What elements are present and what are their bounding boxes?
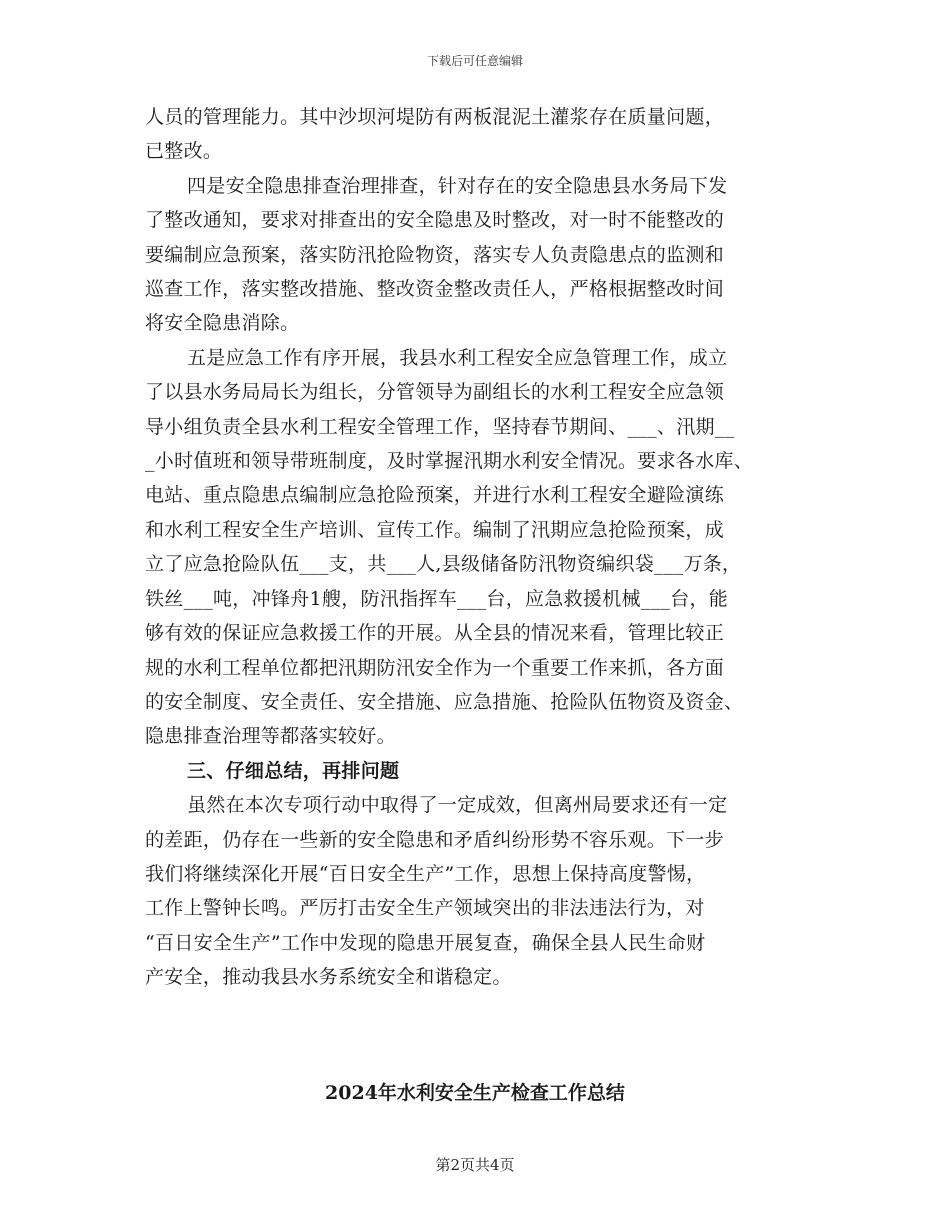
body-line: 电站、重点隐患点编制应急抢险预案，并进行水利工程安全避险演练 xyxy=(145,484,725,507)
body-line: “百日安全生产”工作中发现的隐患开展复查，确保全县人民生命财 xyxy=(145,931,706,954)
body-line: 了整改通知，要求对排查出的安全隐患及时整改，对一时不能整改的 xyxy=(145,209,725,232)
document-body xyxy=(145,100,817,995)
body-line: 已整改。 xyxy=(145,140,223,163)
body-line: 了以县水务局局长为组长，分管领导为副组长的水利工程安全应急领 xyxy=(145,381,725,404)
body-line: 工作上警钟长鸣。严厉打击安全生产领域突出的非法违法行为，对 xyxy=(145,897,705,920)
body-line: _小时值班和领导带班制度，及时掌握汛期水利安全情况。要求各水库、 xyxy=(145,450,754,473)
body-line: 人员的管理能力。其中沙坝河堤防有两板混泥土灌浆存在质量问题， xyxy=(145,106,725,128)
body-line: 产安全，推动我县水务系统安全和谐稳定。 xyxy=(145,966,512,989)
body-line: 立了应急抢险队伍___支，共___人,县级储备防汛物资编织袋___万条， xyxy=(145,553,742,576)
body-line: 够有效的保证应急救援工作的开展。从全县的情况来看，管理比较正 xyxy=(145,622,725,645)
body-line: 我们将继续深化开展“百日安全生产”工作，思想上保持高度警惕， xyxy=(145,862,706,885)
body-line: 规的水利工程单位都把汛期防汛安全作为一个重要工作来抓，各方面 xyxy=(145,656,725,679)
paragraph-start-line: 四是安全隐患排查治理排查，针对存在的安全隐患县水务局下发 xyxy=(187,174,728,197)
body-line: 铁丝___吨，冲锋舟1艘，防汛指挥车___台，应急救援机械___台，能 xyxy=(145,587,729,610)
page-number: 第2页共4页 xyxy=(435,1156,515,1174)
body-line: 的安全制度、安全责任、安全措施、应急措施、抢险队伍物资及资金、 xyxy=(145,690,744,713)
body-line: 要编制应急预案，落实防汛抢险物资，落实专人负责隐患点的监测和 xyxy=(145,243,725,266)
body-line: 巡查工作，落实整改措施、整改资金整改责任人，严格根据整改时间 xyxy=(145,278,725,301)
paragraph-start-line: 虽然在本次专项行动中取得了一定成效，但离州局要求还有一定 xyxy=(187,794,728,817)
body-line: 隐患排查治理等都落实较好。 xyxy=(145,725,396,748)
body-line: 导小组负责全县水利工程安全管理工作，坚持春节期间、___、汛期__ xyxy=(145,415,735,438)
document-title: 2024年水利安全生产检查工作总结 xyxy=(325,1082,625,1104)
section-heading: 三、仔细总结，再排问题 xyxy=(187,759,400,782)
body-line: 和水利工程安全生产培训、宣传工作。编制了汛期应急抢险预案，成 xyxy=(145,518,725,541)
body-line: 的差距，仍存在一些新的安全隐患和矛盾纠纷形势不容乐观。下一步 xyxy=(145,828,725,851)
page-header: 下载后可任意编辑 xyxy=(426,54,523,68)
paragraph-start-line: 五是应急工作有序开展，我县水利工程安全应急管理工作，成立 xyxy=(187,346,728,369)
body-line: 将安全隐患消除。 xyxy=(145,312,300,335)
